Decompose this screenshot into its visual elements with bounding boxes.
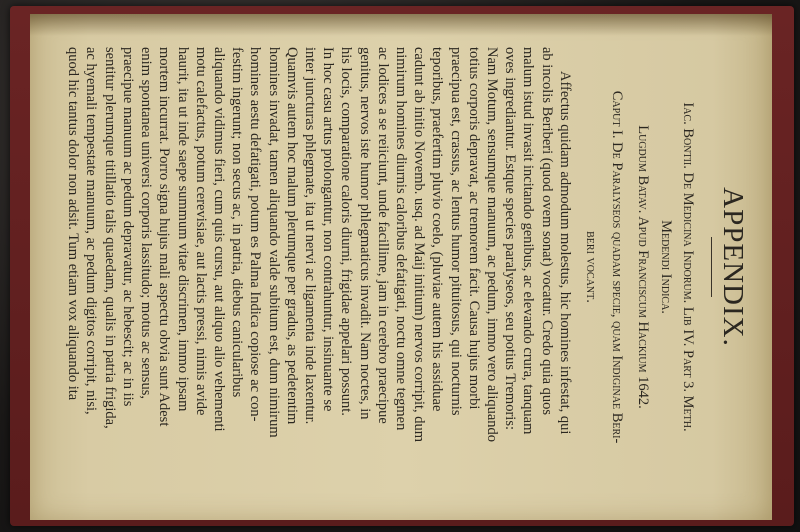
body-line: quod hic tantus dolor non adsit. Tum etiam vox aliquando ita <box>65 47 82 401</box>
body-line: homines aestu defatigati, potum es Palma Indica copiose ac con- <box>247 47 264 422</box>
body-line: sentitur plerumque titillatio talis quaedam, qualis in patria frigida, <box>101 47 118 429</box>
body-line: Nam Motum, sensumque manuum, ac pedum, immo vero aliquando <box>483 47 500 443</box>
body-line: ab incolis Beriberi (quod ovem sonat) vocatur. Credo quia quos <box>538 47 555 416</box>
body-line: In hoc casu artus prolongantur, non contrahuntur, insinuante se <box>320 47 337 412</box>
book-page <box>30 14 772 520</box>
body-line: cadunt ab initio Novemb. usq. ad Maij initium) nervos corripit, dum <box>411 47 428 443</box>
body-line: haurit, ita ut inde saepe summum vitae discrimen, immo ipsam <box>174 47 191 412</box>
body-line: festim ingerunt; non secus ac, in patria, diebus canicularibus <box>229 47 246 398</box>
rotated-text-block <box>56 47 749 487</box>
body-line: teporibus, praefertim pluvio coelo, (pluviae autem his assiduae <box>429 47 446 412</box>
body-line: malum istud invasit incitando genibus, ac elevando crura, tanquam <box>520 47 537 435</box>
body-line: praecipue manuum ac pedum depravatur, ac hebescit; ac in iis <box>119 47 136 407</box>
source-heading-line-2: Medendi Indica. <box>657 220 674 314</box>
page-gutter-shadow <box>30 14 772 36</box>
body-line: inter juncturas phlegmate, ita ut nervi ac ligamenta inde laxentur. <box>301 47 318 425</box>
body-line: his locis, comparatione caloris diurni, frigidae appelari possunt. <box>338 47 355 416</box>
body-line: ac hyemali tempestate manuum, ac pedum digitos corripit, nisi, <box>83 47 100 415</box>
title-rule <box>711 237 712 297</box>
body-line: oves ingrediantur. Estque species paralyseos, seu potius Tremoris: <box>502 47 519 430</box>
imprint-line: Lugdum Batav. Apud Franciscum Hackium 1642. <box>635 125 652 409</box>
body-line: genitus, nervos iste humor phlegmaticus invadit. Nam noctes, in <box>356 47 373 420</box>
page-title: APPENDIX. <box>717 187 749 347</box>
body-line: totius corporis depravat, ac tremorem facit. Causa hujus morbi <box>465 47 482 410</box>
body-line: enim spontanea universi corporis lassitudo; motus ac sensus, <box>138 47 155 399</box>
body-line: mortem incurrat. Porro signa hujus mali aspectu obvia sunt Adest <box>156 47 173 427</box>
body-line: nimirum homines diurnis caloribus defatigati, noctu omne tegmen <box>392 47 409 431</box>
body-line: ac lodices a se reiiciunt, unde facillime, jam in cerebro praecipue <box>374 47 391 424</box>
chapter-heading-line-1: Caput I. De Paralyseos quadam specie, quam Indiginae Beri- <box>609 90 626 444</box>
chapter-heading-line-2: beri vocant. <box>582 231 599 303</box>
source-heading-line-1: Iac. Bontii. De Medicina Indorum. Lib IV. Part 3. Meth. <box>679 102 696 432</box>
body-line: homines invadat, tamen aliquando valde subitum est, dum nimirum <box>265 47 282 438</box>
body-line: Quamvis autem hoc malum plerumque per gradus, as pedetentim <box>283 47 300 425</box>
body-line: motu calefactus, potum cerevisiae, aut lactis pressi, nimis avide <box>192 47 209 416</box>
body-line: praecipua est, crassus, ac lentus humor pituitosus, qui nocturnis <box>447 47 464 416</box>
body-line: aliquando vidimus fieri, cum quis cursu, aut aliquo alio vehementi <box>210 47 227 432</box>
body-text <box>64 47 574 487</box>
body-line: Affectus quidam admodum molestus, hic homines infestat, qui <box>556 71 573 435</box>
